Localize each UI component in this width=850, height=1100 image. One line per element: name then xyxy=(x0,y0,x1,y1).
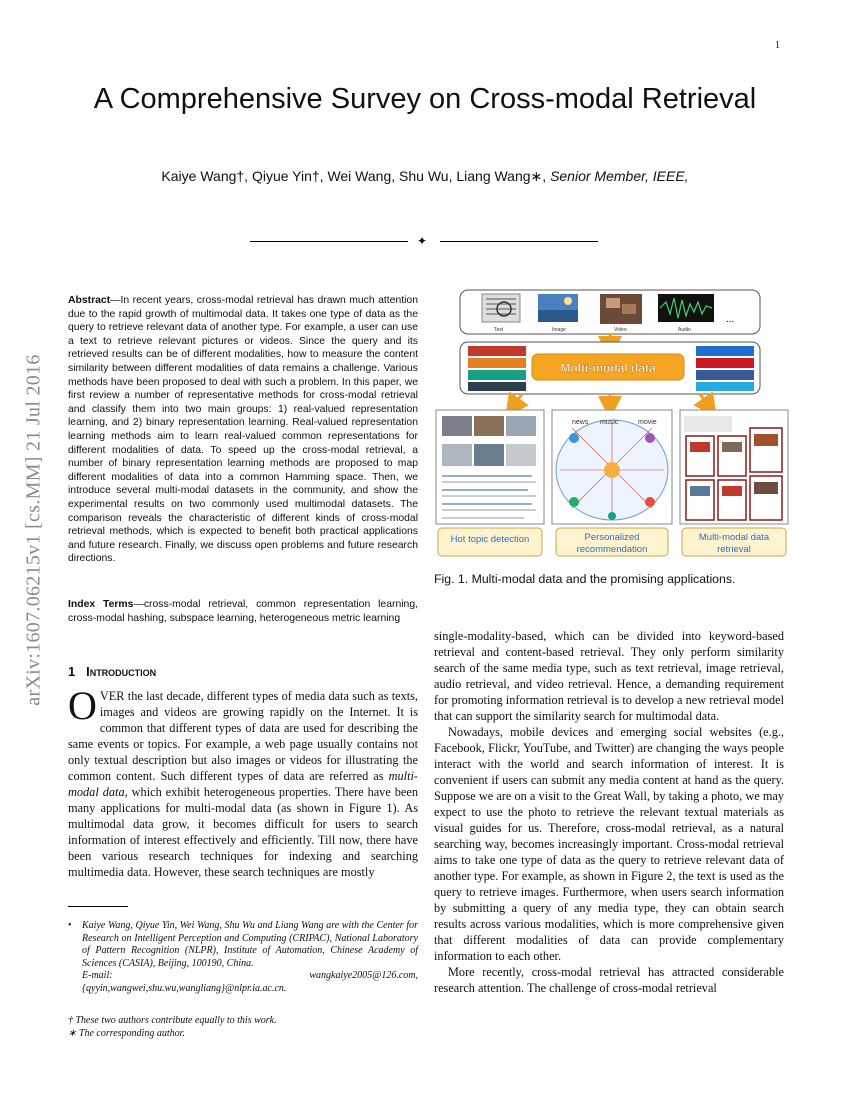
abstract-text: —In recent years, cross-modal retrieval has drawn much attention due to the rapid growth of multimodal data. It takes one type of data as the query to retrieve relevant data of another type. For example, a user can use a text to retrieve relevant pictures or videos. Since the query and its retrieved results can be of different modalities, how to measure the content similarity between different modalities of data remains a challenge. Various methods have been proposed to deal with such a problem. In this paper, we first review a number of representative methods for cross-modal retrieval and classify them into two main groups: 1) real-valued representation learning, and 2) binary representation learning. Real-valued representation learning methods aim to learn real-valued common representations for different modalities of data. To speed up the cross-modal retrieval, a number of binary representation learning methods are proposed to map different modalities of data into a common Hamming space. Then, we introduce several multi-modal datasets in the community, and show the experimental results on two commonly used multimodal datasets. The comparison reveals the characteristic of different kinds of cross-modal retrieval methods, which is expected to benefit both practical applications and future research. Finally, we discuss open problems and future research directions. xyxy=(68,295,418,565)
audio-modality xyxy=(658,294,714,322)
abstract-label: Abstract xyxy=(68,295,111,306)
right-column-text xyxy=(434,628,784,996)
index-terms xyxy=(68,598,418,625)
retrieval-documents-panel xyxy=(680,410,788,524)
network-word: music xyxy=(600,419,619,426)
figure-caption: Fig. 1. Multi-modal data and the promising applications. xyxy=(434,572,736,586)
author-names: Kaiye Wang†, Qiyue Yin†, Wei Wang, Shu Wu, Liang Wang∗, xyxy=(161,168,547,184)
section-title: Introduction xyxy=(86,664,157,679)
app-box-label: Hot topic detection xyxy=(450,534,530,545)
index-terms-label: Index Terms xyxy=(68,599,134,610)
author-list xyxy=(60,168,790,185)
footnote-affiliation xyxy=(68,920,418,996)
recommendation-network-panel xyxy=(552,410,672,524)
page-number: 1 xyxy=(775,40,780,51)
separator-line-left xyxy=(250,241,408,242)
email-text: E-mail: wangkaiye2005@126.com, {qyyin,wangwei,shu.wu,wangliang}@nlpr.ia.ac.cn. xyxy=(82,970,418,994)
app-box-hot-topic xyxy=(438,528,542,556)
intro-paragraph xyxy=(68,683,418,880)
network-word: news xyxy=(572,419,589,426)
image-modality xyxy=(538,294,578,322)
diamond-icon: ✦ xyxy=(417,234,428,248)
network-word: movie xyxy=(638,419,657,426)
section-heading xyxy=(68,664,156,679)
app-box-label: Personalized xyxy=(584,532,640,543)
affiliation-text: Kaiye Wang, Qiyue Yin, Wei Wang, Shu Wu and Liang Wang are with the Center for Research on Intelligent Perception and Computing (CRIPAC), National Laboratory of Pattern Recognition (NLPR), Institute of Automation, Chinese Academy of Sciences (CASIA), Beijing, 100190, China. xyxy=(82,920,418,969)
arxiv-stamp xyxy=(14,290,54,770)
paragraph: More recently, cross-modal retrieval has attracted considerable research attention. The challenge of cross-modal retrieval xyxy=(434,965,784,995)
modality-label: Image xyxy=(552,327,566,333)
search-results-panel xyxy=(436,410,544,524)
arrow-down-icon xyxy=(700,394,710,408)
index-terms-text: —cross-modal retrieval, common representation learning, cross-modal hashing, subspace learning, heterogeneous metric learning xyxy=(68,599,418,624)
modality-label: Audio xyxy=(678,327,691,333)
multimodal-data-label: Multi-modal data xyxy=(560,361,656,375)
app-box-label: retrieval xyxy=(717,544,751,555)
paragraph: single-modality-based, which can be divided into keyword-based retrieval and content-based retrieval. They only perform similarity search of the same media type, such as text retrieval, image retrieval, audio retrieval, and video retrieval. Hence, a demanding requirement for promoting information retrieval is to develop a new retrieval model that can support the similarity search for multimodal data. xyxy=(434,629,784,723)
abstract xyxy=(68,294,418,566)
intro-rest: , which exhibit heterogeneous properties. There have been many applications for multi-modal data (as shown in Figure 1). As multimodal data grow, it becomes difficult for users to search information of interest effectively and efficiently. Till now, there have been various research techniques for indexing and searching multimedia data. However, these search techniques are mostly xyxy=(68,785,418,879)
paragraph: Nowadays, mobile devices and emerging social websites (e.g., Facebook, Flickr, YouTube, and Twitter) are changing the ways people interact with the world and search information of interest. It is convenient if users can submit any media content at hand as the query. Suppose we are on a visit to the Great Wall, by taking a photo, we may expect to use the photo to retrieve the relevant textual materials as visual guides for us. Therefore, cross-modal retrieval, as a natural searching way, becomes increasingly important. Cross-modal retrieval aims to take one type of data as the query to retrieve relevant data of another type. For example, as shown in Figure 2, the text is used as the query to retrieve images. Furthermore, when users search information by submitting a query of any media type, they can obtain search results across various modalities, which is more comprehensive given that different modalities of data can provide complementary information to each other. xyxy=(434,725,784,963)
app-box-retrieval xyxy=(682,528,786,556)
modality-label: Text xyxy=(494,327,504,333)
figure-1 xyxy=(432,288,792,560)
author-membership: Senior Member, IEEE, xyxy=(550,168,689,184)
footnote-rule xyxy=(68,906,128,907)
app-box-recommendation xyxy=(556,528,668,556)
text-modality xyxy=(482,294,520,322)
title-separator xyxy=(250,234,600,248)
ellipsis: ... xyxy=(726,314,735,325)
drop-cap: O xyxy=(68,683,97,728)
intro-lead: VER the last decade, different types of media data such as texts, images and videos are growing rapidly on the Internet. It is common that different types of data are used for describing the same events or topics. For example, a web page usually contains not only textual description but also images or videos for illustrating the common content. Such different types of data are referred as xyxy=(68,689,418,783)
modality-label: Video xyxy=(614,327,627,333)
intro-emphasis: multi-modal data xyxy=(68,769,418,799)
app-box-label: Multi-modal data xyxy=(698,532,770,543)
arxiv-stamp-text: arXiv:1607.06215v1 [cs.MM] 21 Jul 2016 xyxy=(22,354,45,706)
equal-contribution-note: † These two authors contribute equally to this work. xyxy=(68,1015,277,1026)
corresponding-author-note: ∗ The corresponding author. xyxy=(68,1027,185,1039)
bullet-icon: • xyxy=(68,920,72,931)
footnote-contributions xyxy=(68,1015,418,1040)
separator-line-right xyxy=(440,241,598,242)
paper-title: A Comprehensive Survey on Cross-modal Retrieval xyxy=(93,83,757,115)
app-box-label: recommendation xyxy=(576,544,648,555)
section-number: 1 xyxy=(68,664,76,679)
arrow-down-icon xyxy=(512,394,522,408)
video-modality xyxy=(600,294,642,324)
